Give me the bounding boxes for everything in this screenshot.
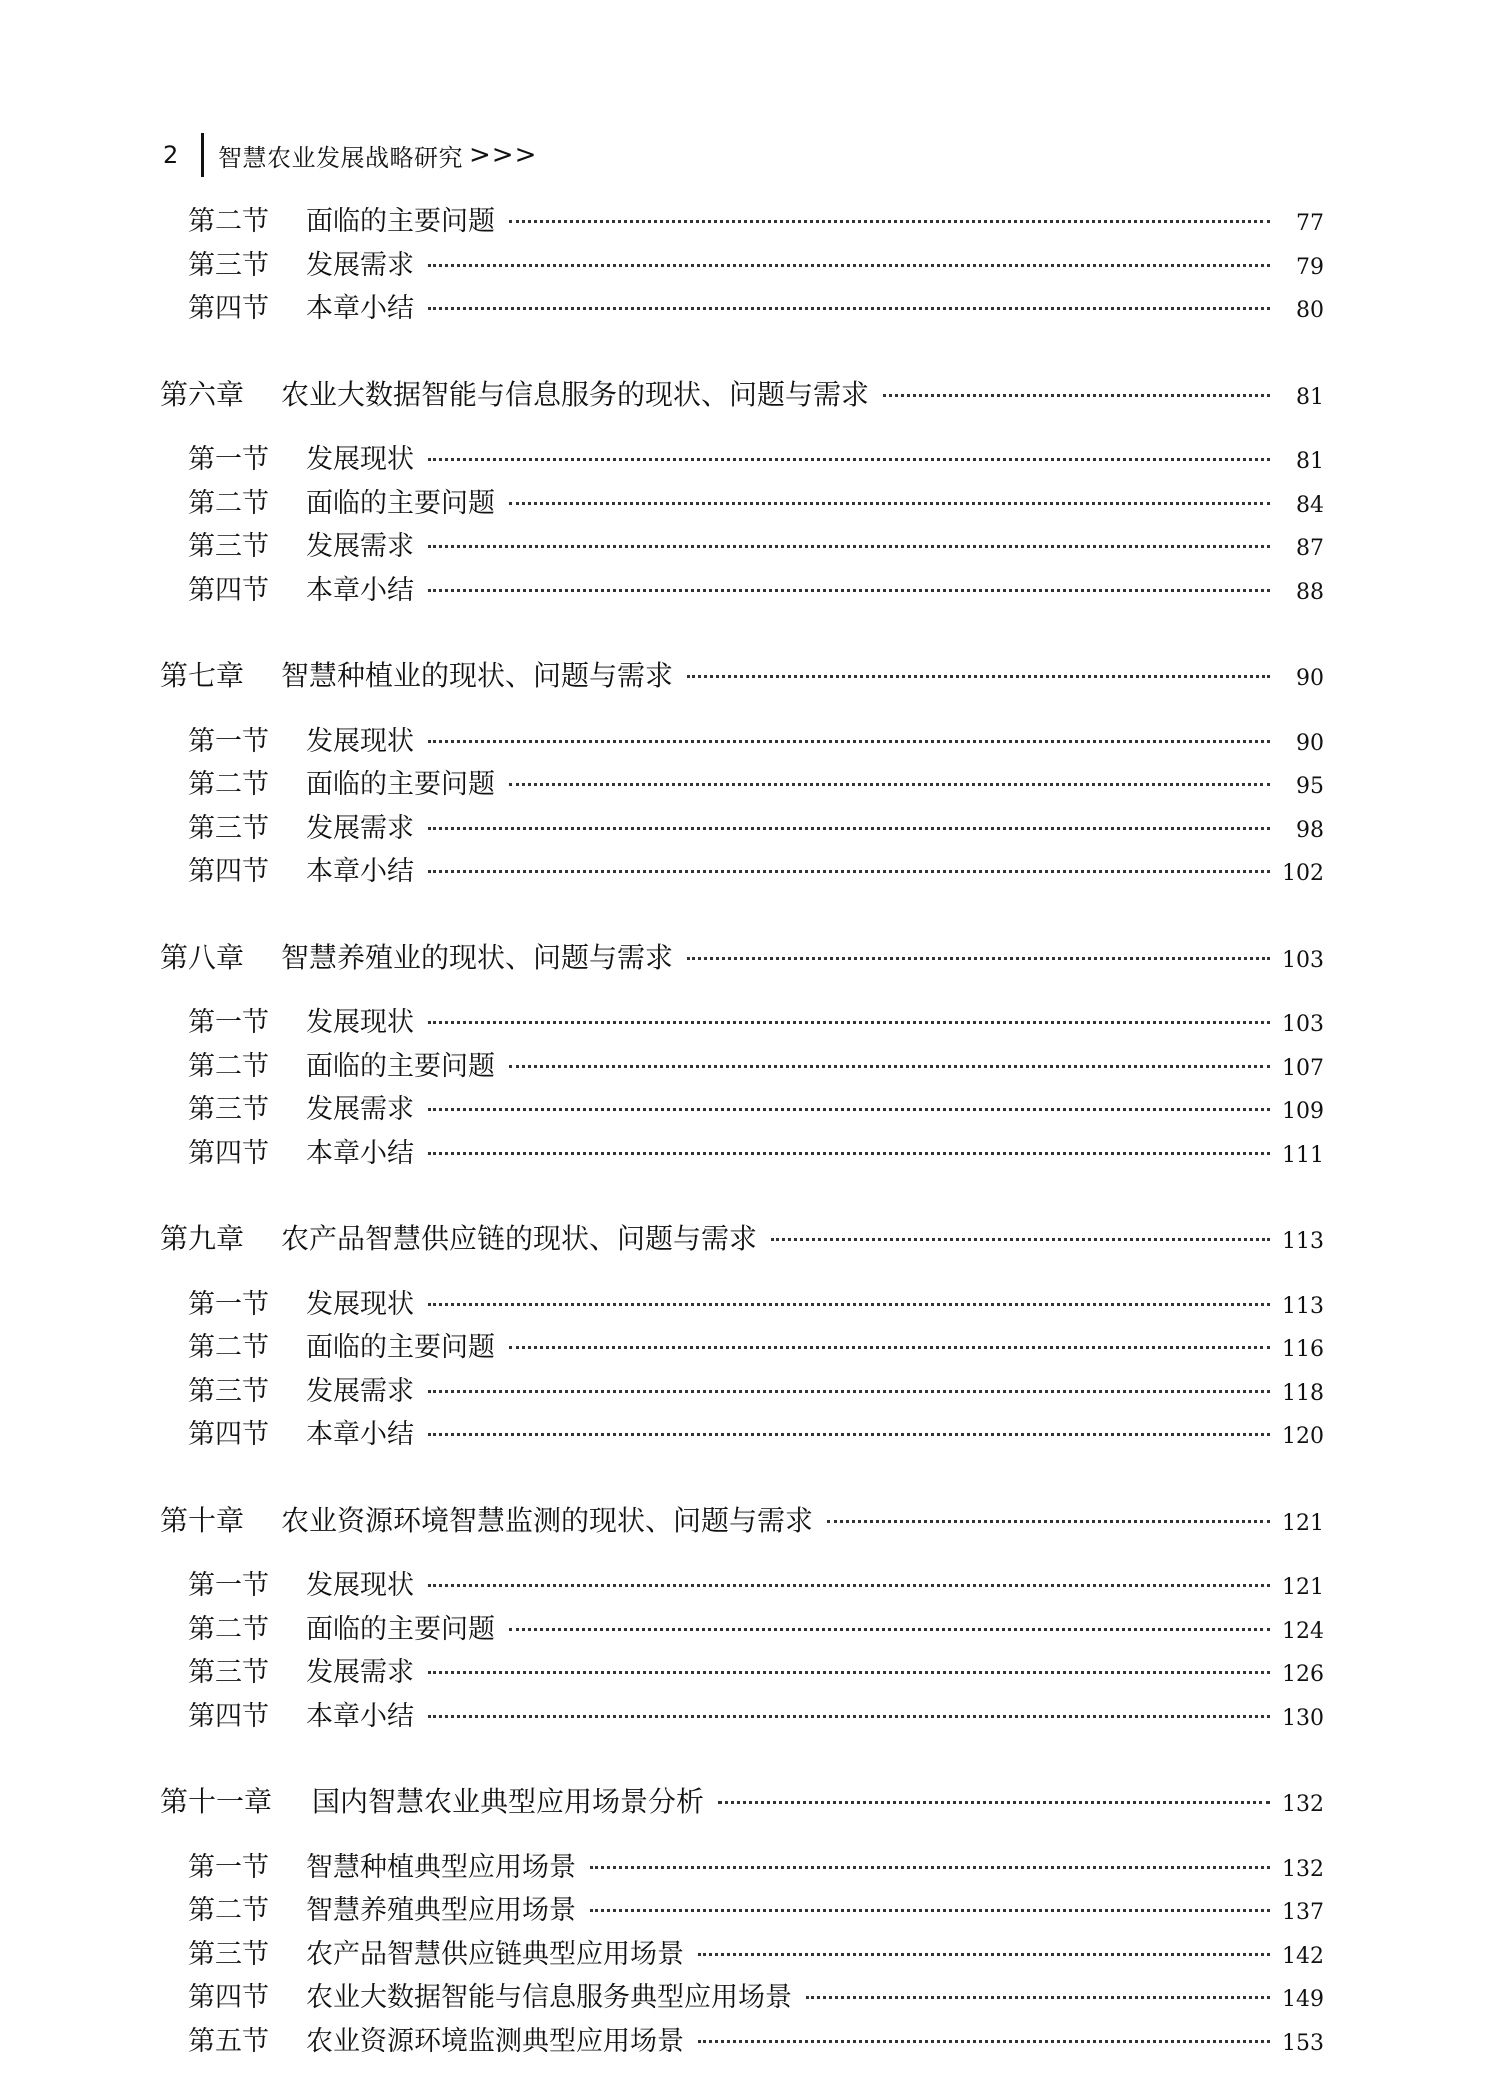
toc-entry-title: 发展现状: [306, 1007, 414, 1038]
dot-leader: [687, 957, 1270, 960]
toc-entry-title: 智慧种植典型应用场景: [306, 1852, 576, 1883]
toc-entry-page: 90: [1296, 731, 1324, 756]
toc-chapter-entry: [160, 936, 1324, 972]
toc-entry-number: 第十章: [160, 1504, 245, 1537]
dot-leader: [428, 1152, 1270, 1155]
toc-entry-title: 发展现状: [306, 444, 414, 475]
toc-entry-title: 面临的主要问题: [306, 1051, 495, 1082]
toc-entry-number: 第三节: [188, 813, 269, 844]
book-title: 智慧农业发展战略研究: [218, 143, 463, 172]
dot-leader: [428, 545, 1270, 548]
toc-entry-number: 第五节: [188, 2026, 269, 2057]
toc-section-entry: [188, 806, 1324, 842]
toc-entry-title: 面临的主要问题: [306, 769, 495, 800]
toc-entry-title: 发展需求: [306, 250, 414, 281]
toc-entry-title: 本章小结: [306, 575, 414, 606]
toc-section-entry: [188, 481, 1324, 517]
toc-chapter-entry: [160, 1780, 1324, 1816]
toc-entry-title: 发展需求: [306, 531, 414, 562]
dot-leader: [590, 1909, 1270, 1912]
toc-chapter-entry: [160, 373, 1324, 409]
toc-entry-title: 农业大数据智能与信息服务典型应用场景: [306, 1982, 792, 2013]
toc-entry-title: 农产品智慧供应链典型应用场景: [306, 1939, 684, 1970]
toc-section-entry: [188, 1607, 1324, 1643]
toc-entry-page: 118: [1282, 1381, 1324, 1406]
dot-leader: [428, 740, 1270, 743]
dot-leader: [687, 675, 1270, 678]
toc-entry-number: 第一节: [188, 726, 269, 757]
toc-entry-page: 102: [1282, 861, 1324, 886]
toc-entry-number: 第三节: [188, 1094, 269, 1125]
toc-entry-title: 发展需求: [306, 813, 414, 844]
toc-entry-number: 第七章: [160, 659, 245, 692]
toc-entry-title: 发展现状: [306, 726, 414, 757]
toc-entry-page: 124: [1282, 1619, 1324, 1644]
toc-entry-page: 84: [1296, 493, 1324, 518]
dot-leader: [509, 1065, 1270, 1068]
toc-entry-title: 农业资源环境智慧监测的现状、问题与需求: [281, 1504, 814, 1537]
dot-leader: [428, 1021, 1270, 1024]
toc-entry-number: 第三节: [188, 1939, 269, 1970]
toc-entry-page: 109: [1282, 1099, 1324, 1124]
toc-entry-title: 面临的主要问题: [306, 488, 495, 519]
toc-entry-title: 面临的主要问题: [306, 206, 495, 237]
toc-section-entry: [188, 199, 1324, 235]
toc-entry-title: 农产品智慧供应链的现状、问题与需求: [281, 1222, 758, 1255]
toc-entry-title: 本章小结: [306, 856, 414, 887]
toc-entry-number: 第四节: [188, 1982, 269, 2013]
toc-entry-page: 98: [1296, 818, 1324, 843]
toc-entry-number: 第八章: [160, 941, 245, 974]
toc-section-entry: [188, 1131, 1324, 1167]
toc-section-entry: [188, 1845, 1324, 1881]
toc-entry-title: 本章小结: [306, 1138, 414, 1169]
toc-entry-page: 113: [1282, 1294, 1324, 1319]
dot-leader: [718, 1801, 1270, 1804]
toc-entry-page: 120: [1282, 1424, 1324, 1449]
toc-entry-number: 第四节: [188, 1701, 269, 1732]
dot-leader: [428, 1671, 1270, 1674]
dot-leader: [590, 1866, 1270, 1869]
dot-leader: [883, 394, 1270, 397]
dot-leader: [827, 1520, 1270, 1523]
dot-leader: [771, 1238, 1270, 1241]
toc-entry-page: 130: [1282, 1706, 1324, 1731]
toc-entry-title: 农业资源环境监测典型应用场景: [306, 2026, 684, 2057]
toc-entry-number: 第一节: [188, 444, 269, 475]
toc-entry-number: 第四节: [188, 293, 269, 324]
toc-entry-number: 第六章: [160, 378, 245, 411]
toc-chapter-entry: [160, 1217, 1324, 1253]
toc-entry-number: 第一节: [188, 1570, 269, 1601]
dot-leader: [806, 1996, 1270, 1999]
toc-entry-title: 国内智慧农业典型应用场景分析: [312, 1785, 705, 1818]
dot-leader: [428, 589, 1270, 592]
dot-leader: [509, 502, 1270, 505]
toc-entry-page: 103: [1282, 948, 1324, 973]
toc-entry-number: 第十一章: [160, 1785, 273, 1818]
dot-leader: [698, 2040, 1270, 2043]
toc-entry-number: 第二节: [188, 769, 269, 800]
dot-leader: [428, 1715, 1270, 1718]
toc-section-entry: [188, 1563, 1324, 1599]
dot-leader: [509, 220, 1270, 223]
header-arrows: >>>: [469, 140, 538, 170]
toc-entry-page: 103: [1282, 1012, 1324, 1037]
toc-entry-page: 149: [1282, 1987, 1324, 2012]
toc-entry-number: 第四节: [188, 1138, 269, 1169]
toc-entry-number: 第四节: [188, 575, 269, 606]
toc-entry-number: 第二节: [188, 488, 269, 519]
toc-entry-number: 第九章: [160, 1222, 245, 1255]
toc-section-entry: [188, 1369, 1324, 1405]
toc-entry-number: 第二节: [188, 1895, 269, 1926]
toc-entry-title: 本章小结: [306, 1701, 414, 1732]
toc-section-entry: [188, 437, 1324, 473]
toc-section-entry: [188, 719, 1324, 755]
toc-entry-number: 第一节: [188, 1007, 269, 1038]
toc-entry-number: 第一节: [188, 1289, 269, 1320]
toc-section-entry: [188, 1888, 1324, 1924]
toc-entry-title: 面临的主要问题: [306, 1614, 495, 1645]
dot-leader: [509, 783, 1270, 786]
toc-entry-number: 第三节: [188, 250, 269, 281]
toc-entry-title: 农业大数据智能与信息服务的现状、问题与需求: [281, 378, 870, 411]
toc-entry-page: 90: [1296, 666, 1324, 691]
toc-entry-page: 77: [1296, 211, 1324, 236]
toc-entry-title: 发展现状: [306, 1570, 414, 1601]
toc-section-entry: [188, 1087, 1324, 1123]
toc-entry-number: 第二节: [188, 206, 269, 237]
toc-entry-title: 发展现状: [306, 1289, 414, 1320]
toc-entry-page: 111: [1282, 1143, 1324, 1168]
toc-section-entry: [188, 1932, 1324, 1968]
toc-entry-page: 88: [1296, 580, 1324, 605]
toc-section-entry: [188, 286, 1324, 322]
toc-entry-page: 126: [1282, 1662, 1324, 1687]
toc-section-entry: [188, 568, 1324, 604]
toc-entry-page: 95: [1296, 774, 1324, 799]
dot-leader: [428, 1303, 1270, 1306]
toc-section-entry: [188, 1650, 1324, 1686]
toc-section-entry: [188, 243, 1324, 279]
dot-leader: [428, 458, 1270, 461]
toc-entry-number: 第一节: [188, 1852, 269, 1883]
toc-entry-page: 113: [1282, 1229, 1324, 1254]
toc-entry-number: 第二节: [188, 1051, 269, 1082]
toc-entry-page: 153: [1282, 2031, 1324, 2056]
toc-entry-page: 116: [1282, 1337, 1324, 1362]
toc-entry-title: 本章小结: [306, 1419, 414, 1450]
toc-section-entry: [188, 762, 1324, 798]
toc-entry-page: 142: [1282, 1944, 1324, 1969]
toc-entry-title: 智慧种植业的现状、问题与需求: [281, 659, 674, 692]
toc-entry-number: 第二节: [188, 1614, 269, 1645]
dot-leader: [428, 1433, 1270, 1436]
toc-entry-page: 132: [1282, 1792, 1324, 1817]
dot-leader: [428, 264, 1270, 267]
toc-entry-number: 第三节: [188, 1657, 269, 1688]
dot-leader: [509, 1628, 1270, 1631]
dot-leader: [428, 1108, 1270, 1111]
dot-leader: [428, 1584, 1270, 1587]
toc-entry-title: 面临的主要问题: [306, 1332, 495, 1363]
toc-entry-page: 121: [1282, 1511, 1324, 1536]
toc-entry-page: 87: [1296, 536, 1324, 561]
dot-leader: [428, 827, 1270, 830]
toc-chapter-entry: [160, 654, 1324, 690]
toc-section-entry: [188, 1282, 1324, 1318]
toc-entry-page: 80: [1296, 298, 1324, 323]
dot-leader: [428, 870, 1270, 873]
toc-section-entry: [188, 1694, 1324, 1730]
toc-chapter-entry: [160, 1499, 1324, 1535]
toc-entry-title: 发展需求: [306, 1094, 414, 1125]
page-number: 2: [163, 141, 179, 169]
toc-entry-page: 137: [1282, 1900, 1324, 1925]
toc-entry-number: 第四节: [188, 856, 269, 887]
toc-entry-page: 79: [1296, 255, 1324, 280]
toc-entry-title: 发展需求: [306, 1657, 414, 1688]
toc-section-entry: [188, 1000, 1324, 1036]
dot-leader: [428, 1390, 1270, 1393]
dot-leader: [698, 1953, 1270, 1956]
dot-leader: [428, 307, 1270, 310]
toc-entry-page: 132: [1282, 1857, 1324, 1882]
toc-entry-title: 本章小结: [306, 293, 414, 324]
toc-section-entry: [188, 2019, 1324, 2055]
toc-entry-title: 发展需求: [306, 1376, 414, 1407]
toc-section-entry: [188, 849, 1324, 885]
toc-entry-number: 第二节: [188, 1332, 269, 1363]
toc-entry-page: 107: [1282, 1056, 1324, 1081]
dot-leader: [509, 1346, 1270, 1349]
toc-entry-title: 智慧养殖典型应用场景: [306, 1895, 576, 1926]
toc-entry-number: 第三节: [188, 1376, 269, 1407]
toc-entry-title: 智慧养殖业的现状、问题与需求: [281, 941, 674, 974]
toc-entry-page: 81: [1296, 385, 1324, 410]
toc-entry-number: 第四节: [188, 1419, 269, 1450]
toc-entry-page: 121: [1282, 1575, 1324, 1600]
toc-section-entry: [188, 524, 1324, 560]
toc-section-entry: [188, 1325, 1324, 1361]
toc-section-entry: [188, 1975, 1324, 2011]
toc-entry-page: 81: [1296, 449, 1324, 474]
toc-entry-number: 第三节: [188, 531, 269, 562]
toc-section-entry: [188, 1412, 1324, 1448]
toc-section-entry: [188, 1044, 1324, 1080]
